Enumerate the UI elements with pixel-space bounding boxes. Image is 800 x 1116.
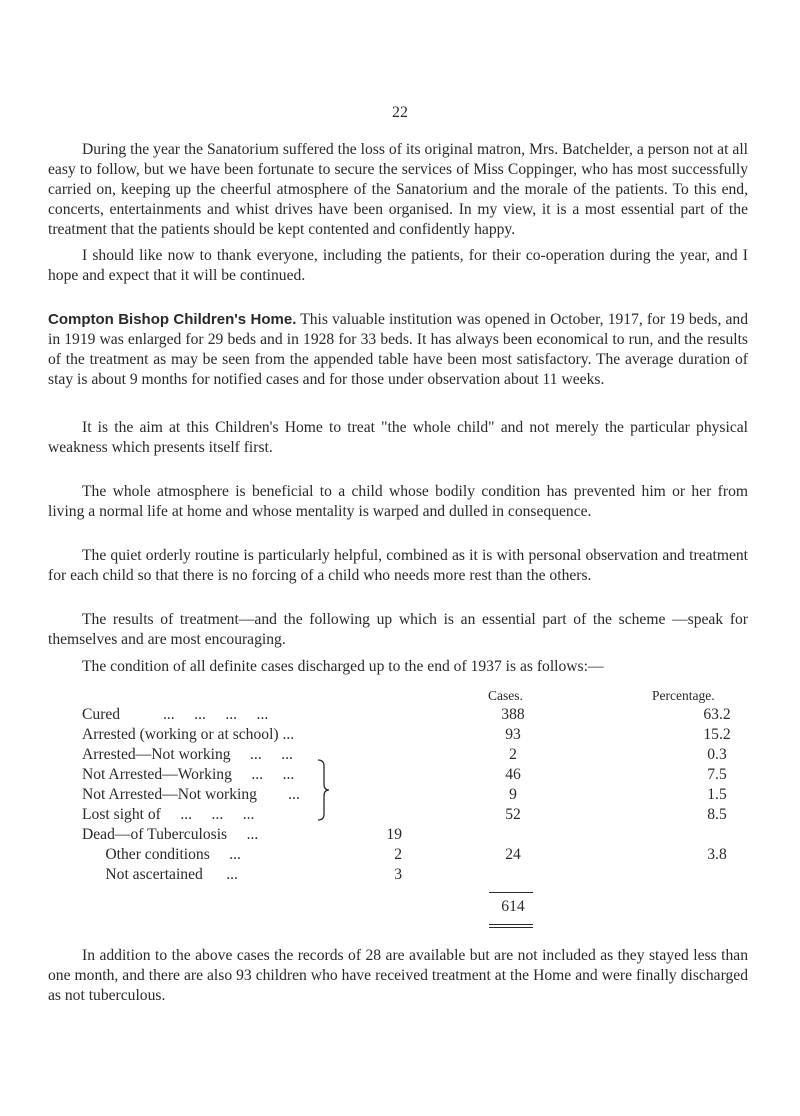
row-label: Lost sight of ... ... ... xyxy=(82,806,255,823)
total-rule-top xyxy=(489,892,533,893)
table-row xyxy=(82,746,782,766)
table-row xyxy=(82,786,782,806)
row-cases: 24 xyxy=(505,846,521,863)
row-sub-count: 3 xyxy=(394,866,402,883)
paragraph-compton-bishop xyxy=(48,310,748,390)
row-percentage: 63.2 xyxy=(703,706,731,723)
table-intro: The condition of all definite cases discharged up to the end of 1937 is as follows:— xyxy=(82,658,604,675)
page-number: 22 xyxy=(392,104,408,121)
row-cases: 46 xyxy=(505,766,521,783)
row-label: Other conditions ... xyxy=(82,846,241,863)
total-rule-double-2 xyxy=(489,927,533,928)
row-percentage: 0.3 xyxy=(707,746,727,763)
paragraph-aim: It is the aim at this Children's Home to treat "the whole child" and not merely the particular physical weakness which presents itself first. xyxy=(48,419,748,456)
row-cases: 9 xyxy=(509,786,517,803)
row-percentage: 7.5 xyxy=(707,766,727,783)
table-row xyxy=(82,766,782,786)
row-label: Arrested (working or at school) ... xyxy=(82,726,295,743)
table-total-row xyxy=(82,898,782,918)
table-row-dead xyxy=(82,846,782,866)
row-percentage: 1.5 xyxy=(707,786,727,803)
row-label: Not ascertained ... xyxy=(82,866,238,883)
right-brace-icon xyxy=(316,756,332,824)
row-cases: 388 xyxy=(501,706,525,723)
row-label: Cured ... ... ... ... xyxy=(82,706,269,723)
row-label: Dead—of Tuberculosis ... xyxy=(82,826,259,843)
table-row-dead xyxy=(82,826,782,846)
row-percentage: 8.5 xyxy=(707,806,727,823)
row-label: Not Arrested—Working ... ... xyxy=(82,766,295,783)
table-row xyxy=(82,706,782,726)
row-cases: 93 xyxy=(505,726,521,743)
table-row xyxy=(82,806,782,826)
paragraph-thanks: I should like now to thank everyone, including the patients, for their co-operation during the year, and I hope and expect that it will be continued. xyxy=(48,247,748,284)
paragraph-matron: During the year the Sanatorium suffered the loss of its original matron, Mrs. Batchelder, a person not at all easy to follow, but we have been fortunate to secure the services of Miss Coppinger, who has most successfully carried on, keeping up the cheerful atmosphere of the Sanatorium and the morale of the patients. To this end, concerts, entertainments and whist drives have been organised. In my view, it is a most essential part of the treatment that the patients should be kept contented and confidently happy. xyxy=(48,141,748,238)
total-rule-double-1 xyxy=(489,924,533,925)
paragraph-routine: The quiet orderly routine is particularly helpful, combined as it is with personal observation and treatment for each child so that there is no forcing of a child who needs more rest than the others. xyxy=(48,547,748,584)
row-percentage: 15.2 xyxy=(703,726,731,743)
section-heading: Compton Bishop Children's Home. xyxy=(48,311,297,328)
table-row-dead xyxy=(82,866,782,886)
row-cases: 52 xyxy=(505,806,521,823)
total-cases: 614 xyxy=(501,898,525,915)
column-header-cases: Cases. xyxy=(488,688,523,703)
paragraph-addition: In addition to the above cases the records of 28 are available but are not included as they stayed less than one month, and there are also 93 children who have received treatment at the Home and were finally discharged as not tuberculous. xyxy=(48,947,748,1004)
row-sub-count: 19 xyxy=(386,826,402,843)
row-label: Arrested—Not working ... ... xyxy=(82,746,293,763)
row-sub-count: 2 xyxy=(394,846,402,863)
column-header-percentage: Percentage. xyxy=(652,688,715,703)
table-row xyxy=(82,726,782,746)
row-cases: 2 xyxy=(509,746,517,763)
paragraph-results: The results of treatment—and the following up which is an essential part of the scheme —speak for themselves and are most encouraging. xyxy=(48,611,748,648)
section-body: This valuable institution was opened in October, 1917, for 19 beds, and in 1919 was enlarged for 29 beds and in 1928 for 33 beds. It has always been economical to run, and the results of the treatment as may be seen from the appended table have been most satisfactory. The average duration of stay is about 9 months for notified cases and for those under observation about 11 weeks. xyxy=(48,311,748,388)
paragraph-atmosphere: The whole atmosphere is beneficial to a child whose bodily condition has prevented him or her from living a normal life at home and whose mentality is warped and dulled in consequence. xyxy=(48,483,748,520)
row-percentage: 3.8 xyxy=(707,846,727,863)
row-label: Not Arrested—Not working ... xyxy=(82,786,300,803)
